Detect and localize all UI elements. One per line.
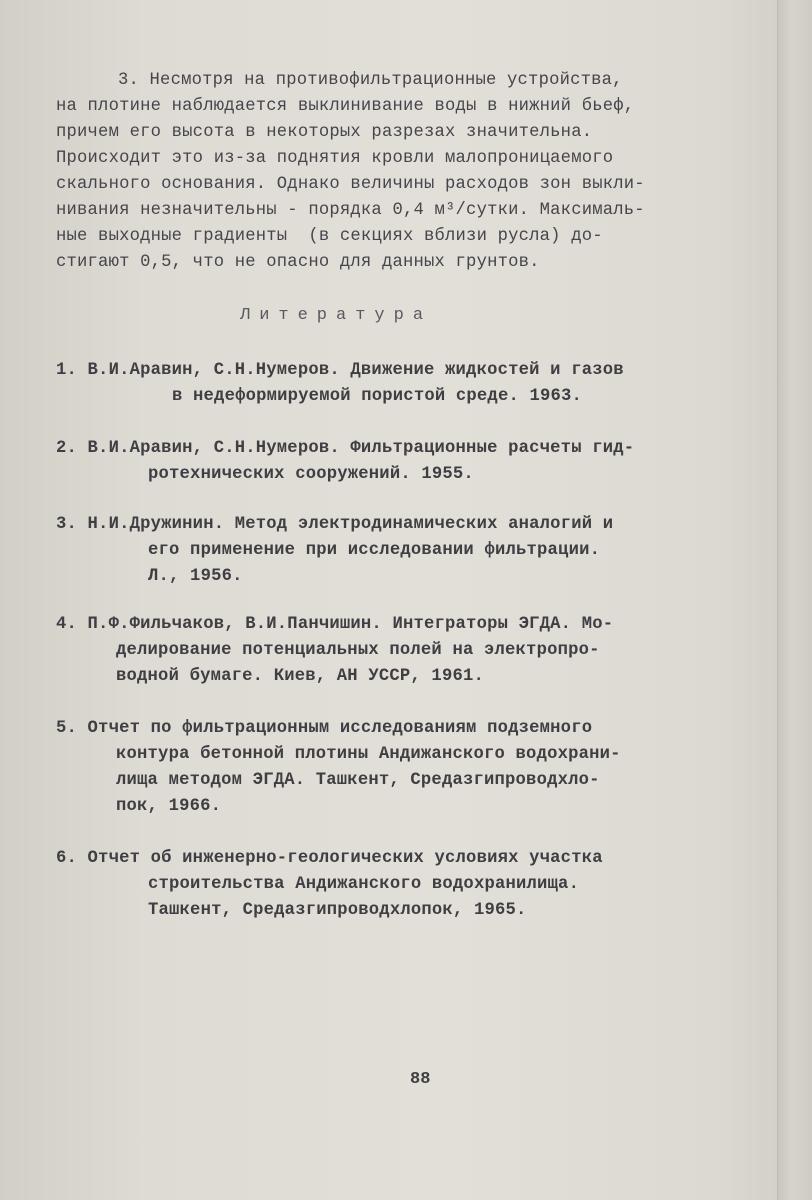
references-heading: Литература bbox=[240, 306, 433, 325]
reference-line: 5. Отчет по фильтрационным исследованиям подземного bbox=[56, 719, 593, 738]
paragraph-line: стигают 0,5, что не опасно для данных грунтов. bbox=[56, 253, 540, 272]
reference-line: строительства Андижанского водохранилища. bbox=[148, 875, 580, 894]
paragraph-line: 3. Несмотря на противофильтрационные устройства, bbox=[118, 71, 623, 90]
reference-line: лища методом ЭГДА. Ташкент, Средазгипроводхло- bbox=[116, 771, 600, 790]
reference-line: 2. В.И.Аравин, С.Н.Нумеров. Фильтрационные расчеты гид- bbox=[56, 439, 635, 458]
page-number: 88 bbox=[410, 1070, 431, 1089]
reference-line: Л., 1956. bbox=[148, 567, 243, 586]
paragraph-line: Происходит это из-за поднятия кровли малопроницаемого bbox=[56, 149, 614, 168]
reference-line: делирование потенциальных полей на электропро- bbox=[116, 641, 600, 660]
reference-line: 6. Отчет об инженерно-геологических условиях участка bbox=[56, 849, 603, 868]
paragraph-line: скального основания. Однако величины расходов зон выкли- bbox=[56, 175, 645, 194]
reference-line: 4. П.Ф.Фильчаков, В.И.Панчишин. Интеграторы ЭГДА. Мо- bbox=[56, 615, 614, 634]
paragraph-line: нивания незначительны - порядка 0,4 м³/сутки. Максималь- bbox=[56, 201, 645, 220]
paragraph-line: ные выходные градиенты (в секциях вблизи русла) до- bbox=[56, 227, 603, 246]
reference-line: водной бумаге. Киев, АН УССР, 1961. bbox=[116, 667, 484, 686]
paragraph-line: причем его высота в некоторых разрезах значительна. bbox=[56, 123, 593, 142]
paragraph-line: на плотине наблюдается выклинивание воды в нижний бьеф, bbox=[56, 97, 635, 116]
reference-line: его применение при исследовании фильтрации. bbox=[148, 541, 601, 560]
reference-line: Ташкент, Средазгипроводхлопок, 1965. bbox=[148, 901, 527, 920]
reference-line: в недеформируемой пористой среде. 1963. bbox=[172, 387, 583, 406]
reference-line: пок, 1966. bbox=[116, 797, 222, 816]
reference-line: контура бетонной плотины Андижанского водохрани- bbox=[116, 745, 621, 764]
reference-line: 3. Н.И.Дружинин. Метод электродинамических аналогий и bbox=[56, 515, 614, 534]
page-edge bbox=[777, 0, 812, 1200]
reference-line: 1. В.И.Аравин, С.Н.Нумеров. Движение жидкостей и газов bbox=[56, 361, 624, 380]
reference-line: ротехнических сооружений. 1955. bbox=[148, 465, 474, 484]
